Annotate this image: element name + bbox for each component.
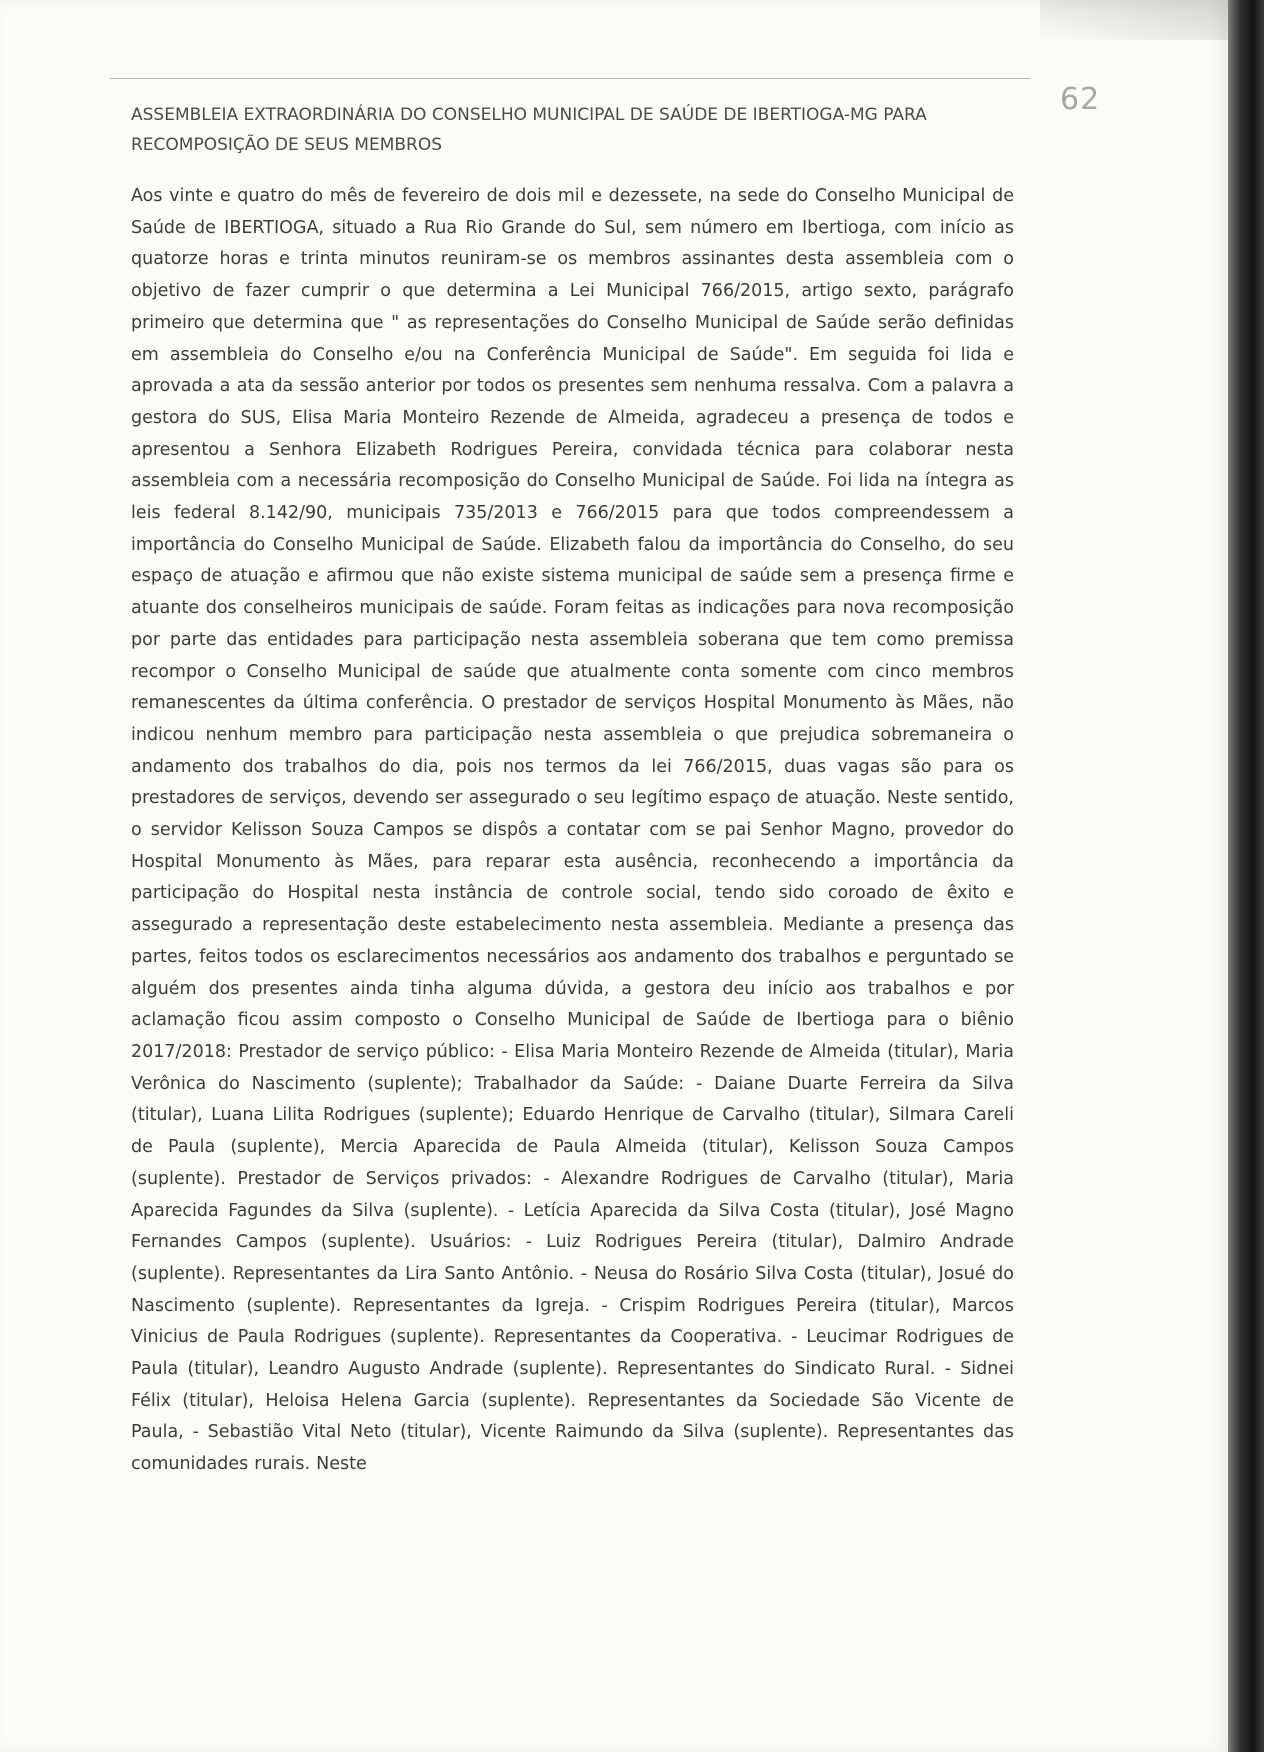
- header-rule: [110, 78, 1030, 79]
- document-body: Aos vinte e quatro do mês de fevereiro de dois mil e dezessete, na sede do Conselho Municipal de Saúde de IBERTIOGA, situado a Rua Rio Grande do Sul, sem número em Ibertioga, com início as quatorze horas e trinta minutos reuniram-se os membros assinantes desta assembleia com o objetivo de fazer cumprir o que determina a Lei Municipal 766/2015, artigo sexto, parágrafo primeiro que determina que " as representações do Conselho Municipal de Saúde serão definidas em assembleia do Conselho e/ou na Conferência Municipal de Saúde". Em seguida foi lida e aprovada a ata da sessão anterior por todos os presentes sem nenhuma ressalva. Com a palavra a gestora do SUS, Elisa Maria Monteiro Rezende de Almeida, agradeceu a presença de todos e apresentou a Senhora Elizabeth Rodrigues Pereira, convidada técnica para colaborar nesta assembleia com a necessária recomposição do Conselho Municipal de Saúde. Foi lida na íntegra as leis federal 8.142/90, municipais 735/2013 e 766/2015 para que todos compreendessem a importância do Conselho Municipal de Saúde. Elizabeth falou da importância do Conselho, do seu espaço de atuação e afirmou que não existe sistema municipal de saúde sem a presença firme e atuante dos conselheiros municipais de saúde. Foram feitas as indicações para nova recomposição por parte das entidades para participação nesta assembleia soberana que tem como premissa recompor o Conselho Municipal de saúde que atualmente conta somente com cinco membros remanescentes da última conferência. O prestador de serviços Hospital Monumento às Mães, não indicou nenhum membro para participação nesta assembleia o que prejudica sobremaneira o andamento dos trabalhos do dia, pois nos termos da lei 766/2015, duas vagas são para os prestadores de serviços, devendo ser assegurado o seu legítimo espaço de atuação. Neste sentido, o servidor Kelisson Souza Campos se dispôs a contatar com se pai Senhor Magno, provedor do Hospital Monumento às Mães, para reparar esta ausência, reconhecendo a importância da participação do Hospital nesta instância de controle social, tendo sido coroado de êxito e assegurado a representação deste estabelecimento nesta assembleia. Mediante a presença das partes, feitos todos os esclarecimentos necessários aos andamento dos trabalhos e perguntado se alguém dos presentes ainda tinha alguma dúvida, a gestora deu início aos trabalhos e por aclamação ficou assim composto o Conselho Municipal de Saúde de Ibertioga para o biênio 2017/2018: Prestador de serviço público: - Elisa Maria Monteiro Rezende de Almeida (titular), Maria Verônica do Nascimento (suplente); Trabalhador da Saúde: - Daiane Duarte Ferreira da Silva (titular), Luana Lilita Rodrigues (suplente); Eduardo Henrique de Carvalho (titular), Silmara Careli de Paula (suplente), Mercia Aparecida de Paula Almeida (titular), Kelisson Souza Campos (suplente). Prestador de Serviços privados: - Alexandre Rodrigues de Carvalho (titular), Maria Aparecida Fagundes da Silva (suplente). - Letícia Aparecida da Silva Costa (titular), José Magno Fernandes Campos (suplente). Usuários: - Luiz Rodrigues Pereira (titular), Dalmiro Andrade (suplente). Representantes da Lira Santo Antônio. - Neusa do Rosário Silva Costa (titular), Josué do Nascimento (suplente). Representantes da Igreja. - Crispim Rodrigues Pereira (titular), Marcos Vinicius de Paula Rodrigues (suplente). Representantes da Cooperativa. - Leucimar Rodrigues de Paula (titular), Leandro Augusto Andrade (suplente). Representantes do Sindicato Rural. - Sidnei Félix (titular), Heloisa Helena Garcia (suplente). Representantes da Sociedade São Vicente de Paula, - Sebastião Vital Neto (titular), Vicente Raimundo da Silva (suplente). Representantes das comunidades rurais. Neste: [131, 186, 1014, 1475]
- binder-edge: [1228, 0, 1264, 1752]
- document-title: ASSEMBLEIA EXTRAORDINÁRIA DO CONSELHO MUNICIPAL DE SAÚDE DE IBERTIOGA-MG PARA RECOMPOSIÇÃO DE SEUS MEMBROS: [131, 105, 927, 155]
- page-number: 62: [1060, 82, 1101, 117]
- page-shadow: [1040, 0, 1228, 40]
